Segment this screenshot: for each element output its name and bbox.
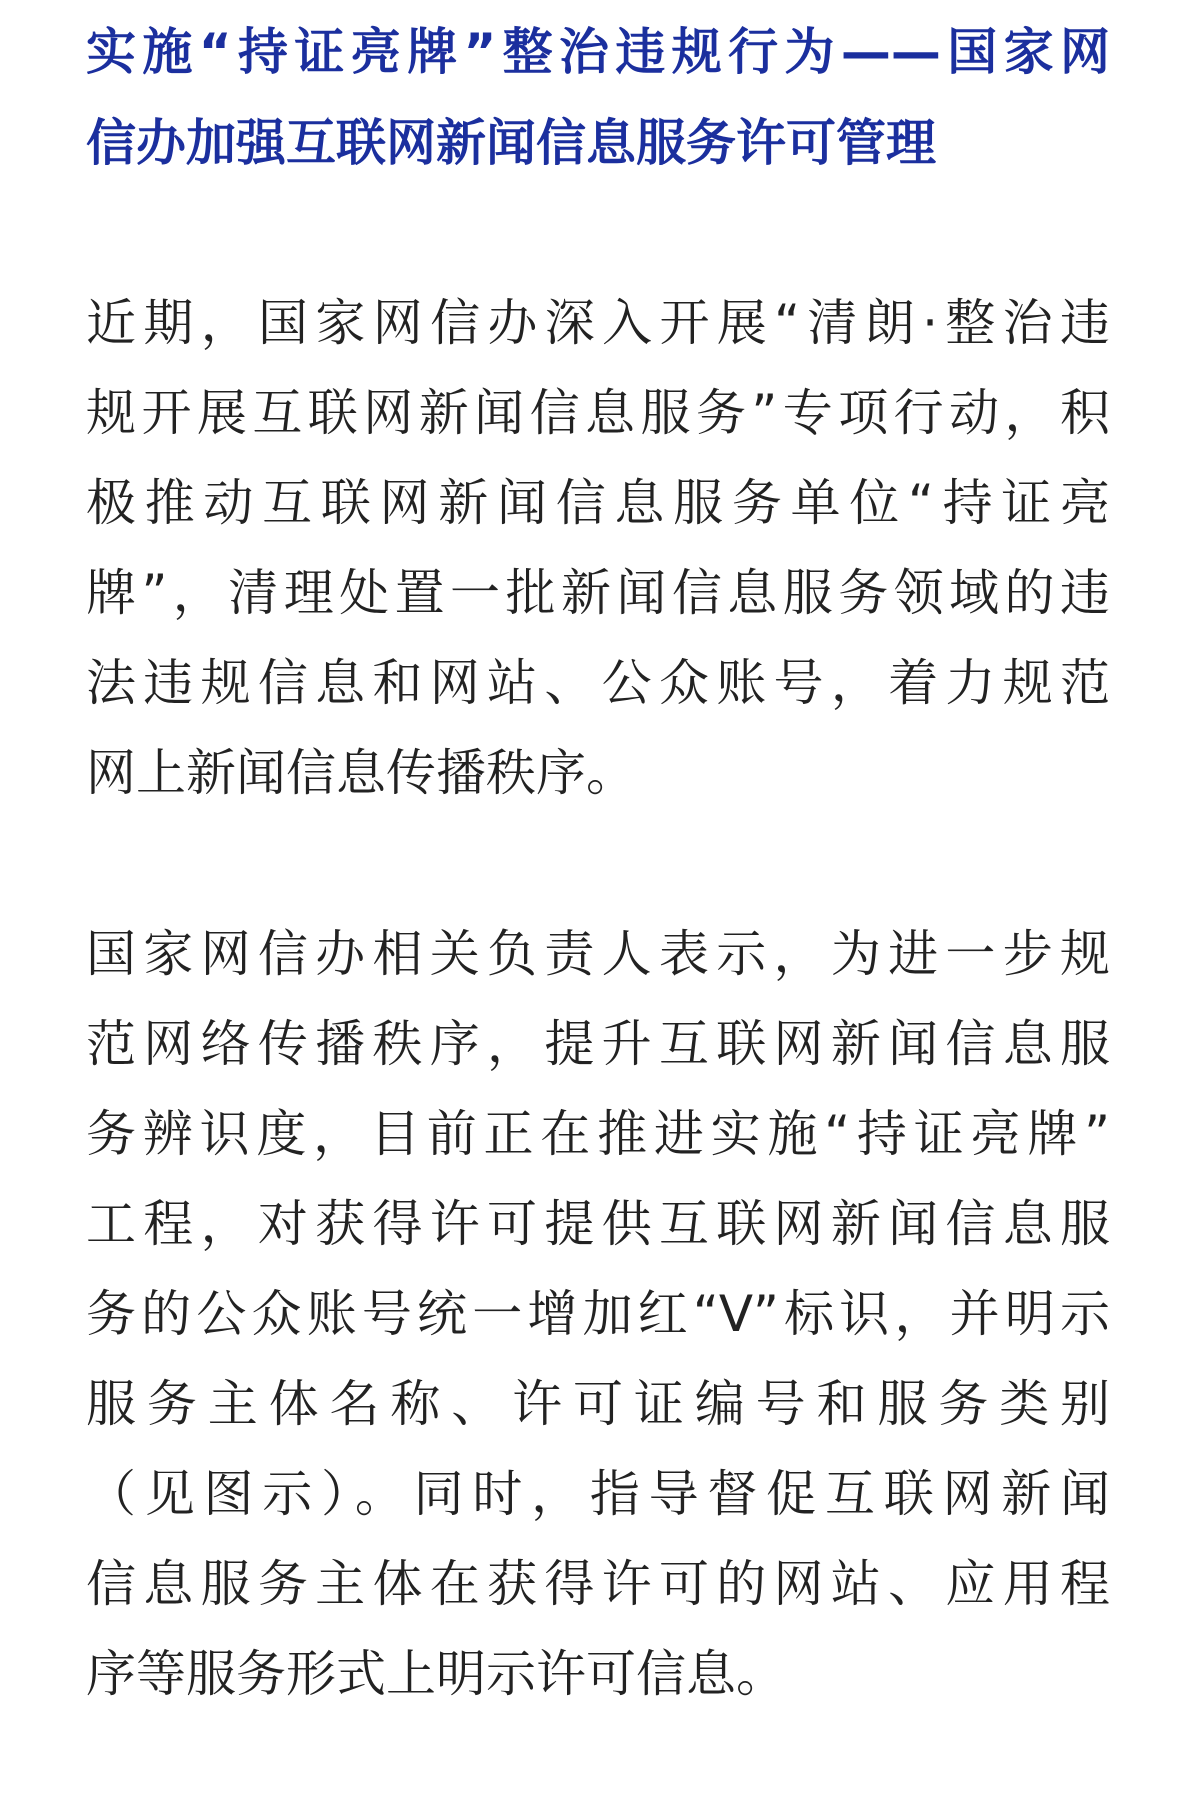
paragraph-line: 国家网信办相关负责人表示，为进一步规: [86, 925, 1110, 983]
article-title-line: 信办加强互联网新闻信息服务许可管理: [86, 114, 936, 172]
paragraph-line: 务辨识度，目前正在推进实施“持证亮牌”: [86, 1105, 1110, 1163]
paragraph-line: 信息服务主体在获得许可的网站、应用程: [86, 1555, 1110, 1613]
paragraph-line: 牌”，清理处置一批新闻信息服务领域的违: [86, 564, 1110, 622]
paragraph-line: 近期，国家网信办深入开展“清朗·整治违: [86, 294, 1110, 352]
paragraph-line: 网上新闻信息传播秩序。: [86, 744, 636, 802]
paragraph-line: 务的公众账号统一增加红“V”标识，并明示: [86, 1285, 1110, 1343]
paragraph-line: 工程，对获得许可提供互联网新闻信息服: [86, 1195, 1110, 1253]
article-title-line: 实施“持证亮牌”整治违规行为——国家网: [86, 23, 1110, 81]
paragraph-line: 规开展互联网新闻信息服务”专项行动，积: [86, 384, 1110, 442]
paragraph-line: 序等服务形式上明示许可信息。: [86, 1645, 786, 1703]
paragraph-line: 范网络传播秩序，提升互联网新闻信息服: [86, 1015, 1110, 1073]
paragraph-line: 法违规信息和网站、公众账号，着力规范: [86, 654, 1110, 712]
paragraph-line: 服务主体名称、许可证编号和服务类别: [86, 1375, 1110, 1433]
paragraph-line: （见图示）。同时，指导督促互联网新闻: [86, 1465, 1110, 1523]
paragraph-line: 极推动互联网新闻信息服务单位“持证亮: [86, 474, 1110, 532]
